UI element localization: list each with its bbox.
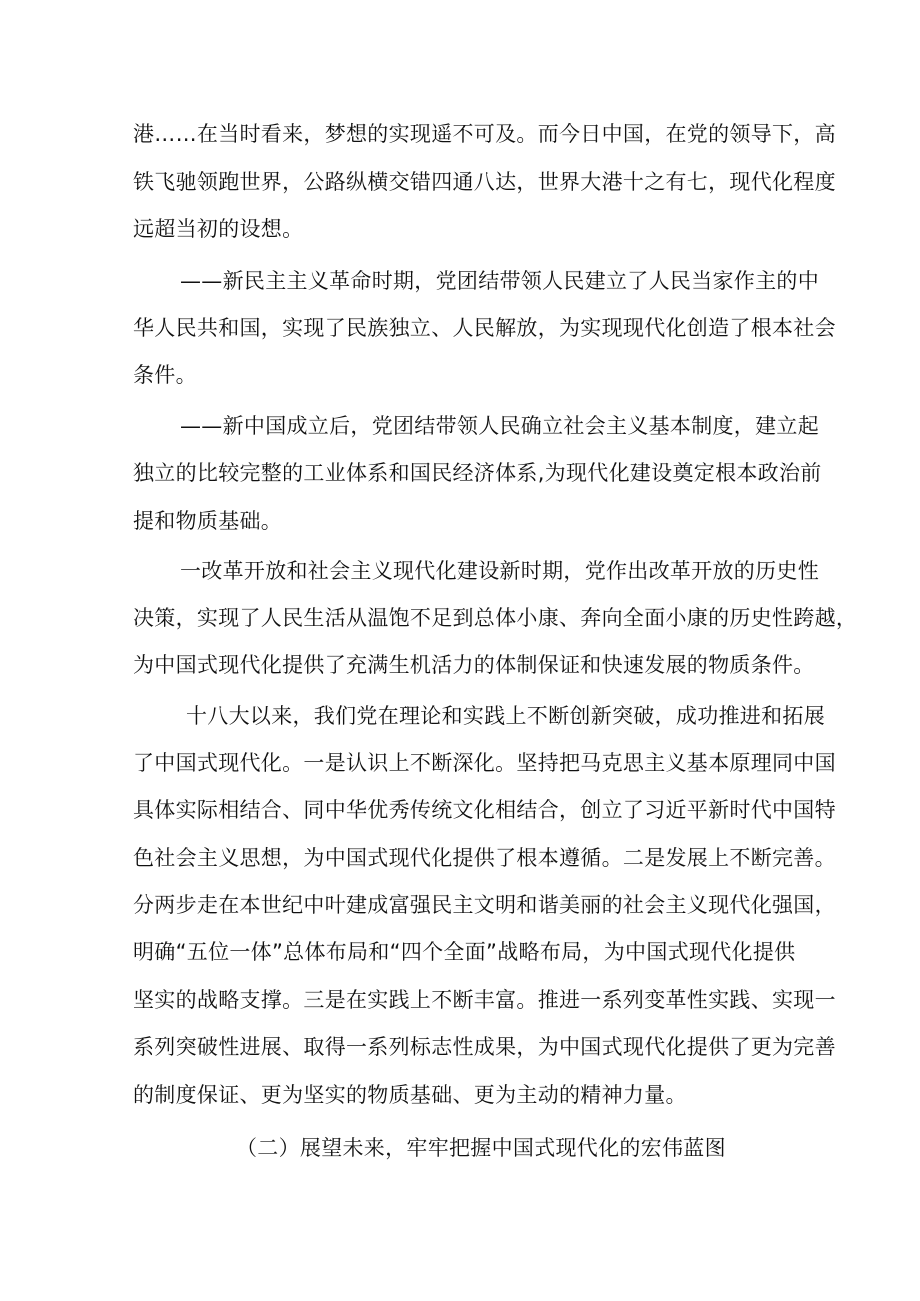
paragraph-5-line-9: 的制度保证、更为坚实的物质基础、更为主动的精神力量。 xyxy=(133,1083,687,1107)
paragraph-3-line-2: 独立的比较完整的工业体系和国民经济体系,为现代化建设奠定根本政治前 xyxy=(133,461,822,485)
paragraph-1-line-2: 铁飞驰领跑世界，公路纵横交错四通八达，世界大港十之有七，现代化程度 xyxy=(133,170,836,194)
paragraph-1-line-3: 远超当初的设想。 xyxy=(133,217,304,241)
paragraph-1-line-1: 港……在当时看来，梦想的实现遥不可及。而今日中国，在党的领导下，高 xyxy=(133,122,836,146)
paragraph-5-line-1: 十八大以来，我们党在理论和实践上不断创新突破，成功推进和拓展 xyxy=(186,704,825,728)
paragraph-4-line-2: 决策，实现了人民生活从温饱不足到总体小康、奔向全面小康的历史性跨越， xyxy=(133,606,858,630)
paragraph-2-line-3: 条件。 xyxy=(133,363,197,387)
section-heading: （二）展望未来，牢牢把握中国式现代化的宏伟蓝图 xyxy=(236,1136,726,1160)
paragraph-5-line-8: 系列突破性进展、取得一系列标志性成果，为中国式现代化提供了更为完善 xyxy=(133,1035,836,1059)
paragraph-4-line-1: 一改革开放和社会主义现代化建设新时期，党作出改革开放的历史性 xyxy=(180,559,819,583)
paragraph-5-line-2: 了中国式现代化。一是认识上不断深化。坚持把马克思主义基本原理同中国 xyxy=(133,751,836,775)
paragraph-5-line-5: 分两步走在本世纪中叶建成富强民主文明和谐美丽的社会主义现代化强国， xyxy=(133,893,836,917)
paragraph-2-line-1: ——新民主主义革命时期，党团结带领人民建立了人民当家作主的中 xyxy=(180,269,819,293)
paragraph-3-line-3: 提和物质基础。 xyxy=(133,509,283,533)
paragraph-3-line-1: ——新中国成立后，党团结带领人民确立社会主义基本制度，建立起 xyxy=(180,414,819,438)
paragraph-5-line-6: 明确“五位一体”总体布局和“四个全面”战略布局，为中国式现代化提供 xyxy=(133,940,796,964)
paragraph-4-line-3: 为中国式现代化提供了充满生机活力的体制保证和快速发展的物质条件。 xyxy=(133,653,815,677)
paragraph-5-line-3: 具体实际相结合、同中华优秀传统文化相结合，创立了习近平新时代中国特 xyxy=(133,798,836,822)
paragraph-2-line-2: 华人民共和国，实现了民族独立、人民解放，为实现现代化创造了根本社会 xyxy=(133,316,836,340)
paragraph-5-line-7: 坚实的战略支撑。三是在实践上不断丰富。推进一系列变革性实践、实现一 xyxy=(133,988,836,1012)
paragraph-5-line-4: 色社会主义思想，为中国式现代化提供了根本遵循。二是发展上不断完善。 xyxy=(133,846,836,870)
